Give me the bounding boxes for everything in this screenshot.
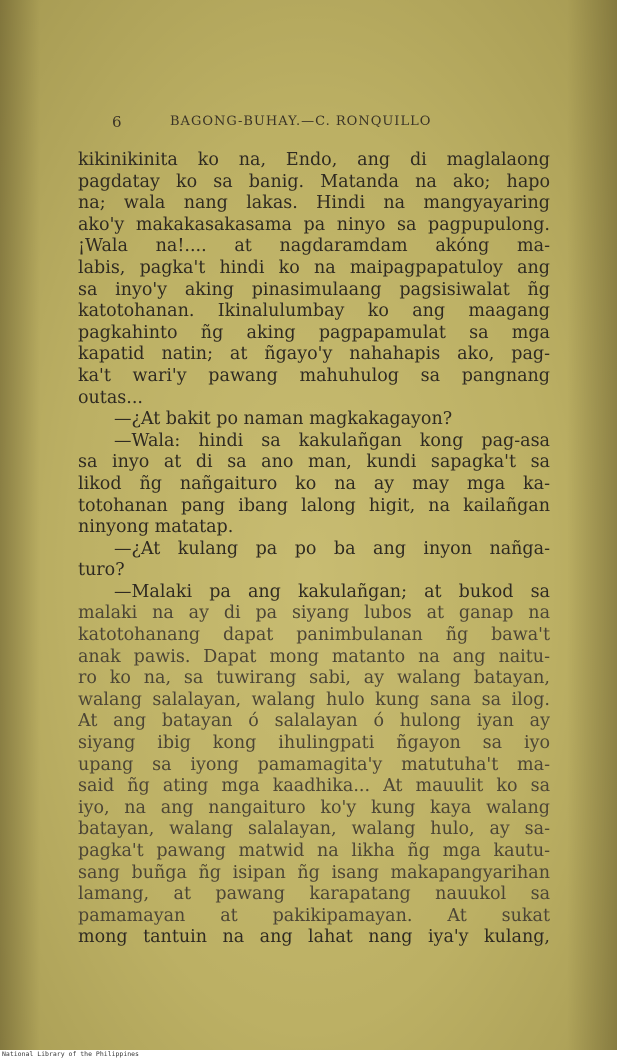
text-line: anak pawis. Dapat mong matanto na ang naitu- bbox=[78, 646, 550, 667]
text-line: —Wala: hindi sa kakulañgan kong pag-asa bbox=[114, 430, 550, 451]
footer-credit: National Library of the Philippines bbox=[2, 1050, 139, 1058]
text-line: totohanan pang ibang lalong higit, na kailañgan bbox=[78, 495, 550, 516]
text-line: —¿At kulang pa po ba ang inyon nañga- bbox=[114, 538, 550, 559]
text-line: turo? bbox=[78, 560, 125, 581]
text-line: said ñg ating mga kaadhika... At mauulit ko sa bbox=[78, 776, 550, 797]
text-line: —¿At bakit po naman magkakagayon? bbox=[114, 409, 453, 430]
text-line: ro ko na, sa tuwirang sabi, ay walang batayan, bbox=[78, 668, 550, 689]
text-line: kikinikinita ko na, Endo, ang di maglalaong bbox=[78, 150, 550, 170]
text-line: kapatid natin; at ñgayo'y nahahapis ako, pag- bbox=[78, 344, 550, 365]
text-line: pagdatay ko sa banig. Matanda na ako; hapo bbox=[78, 171, 550, 192]
text-line: walang salalayan, walang hulo kung sana sa ilog. bbox=[78, 689, 550, 710]
text-line: ninyong matatap. bbox=[78, 517, 234, 538]
footer-bar bbox=[0, 1050, 617, 1058]
text-line: lamang, at pawang karapatang nauukol sa bbox=[78, 884, 550, 905]
page-edge-shadow-right bbox=[567, 0, 617, 1050]
text-line: labis, pagka't hindi ko na maipagpapatuloy ang bbox=[78, 257, 550, 278]
text-line: ka't wari'y pawang mahuhulog sa pangnang bbox=[78, 365, 550, 386]
text-line: ako'y makakasakasama pa ninyo sa pagpupulong. bbox=[78, 214, 550, 235]
page-number: 6 bbox=[112, 113, 123, 131]
text-line: —Malaki pa ang kakulañgan; at bukod sa bbox=[114, 581, 550, 602]
text-line: outas... bbox=[78, 387, 143, 408]
text-line: sa inyo'y aking pinasimulaang pagsisiwalat ñg bbox=[78, 279, 550, 300]
text-line: iyo, na ang nangaituro ko'y kung kaya walang bbox=[78, 797, 550, 818]
text-line: sang buñga ñg isipan ñg isang makapangyarihan bbox=[78, 862, 550, 883]
page-edge-shadow-left bbox=[0, 0, 40, 1050]
text-line: likod ñg nañgaituro ko na ay may mga ka- bbox=[78, 473, 550, 494]
text-line: upang sa iyong pamamagita'y matutuha't ma- bbox=[78, 754, 550, 775]
running-head bbox=[112, 113, 492, 135]
text-line: katotohanang dapat panimbulanan ñg bawa't bbox=[78, 625, 550, 646]
text-line: malaki na ay di pa siyang lubos at ganap na bbox=[78, 603, 550, 624]
text-line: pagka't pawang matwid na likha ñg mga kautu- bbox=[78, 841, 550, 861]
text-line: sa inyo at di sa ano man, kundi sapagka't sa bbox=[78, 452, 550, 473]
text-line: ¡Wala na!.... at nagdaramdam akóng ma- bbox=[78, 236, 550, 257]
text-line: katotohanan. Ikinalulumbay ko ang maagang bbox=[78, 301, 550, 322]
running-title: BAGONG-BUHAY.—C. RONQUILLO bbox=[170, 114, 432, 129]
text-line: At ang batayan ó salalayan ó hulong iyan ay bbox=[78, 711, 550, 732]
text-line: na; wala nang lakas. Hindi na mangyayaring bbox=[78, 193, 550, 214]
text-line: mong tantuin na ang lahat nang iya'y kulang, bbox=[78, 927, 550, 948]
body-text bbox=[78, 150, 550, 949]
text-line: pamamayan at pakikipamayan. At sukat bbox=[78, 905, 550, 926]
text-line: pagkahinto ñg aking pagpapamulat sa mga bbox=[78, 322, 550, 343]
text-line: batayan, walang salalayan, walang hulo, ay sa- bbox=[78, 819, 550, 840]
text-line: siyang ibig kong ihulingpati ñgayon sa iyo bbox=[78, 733, 550, 754]
